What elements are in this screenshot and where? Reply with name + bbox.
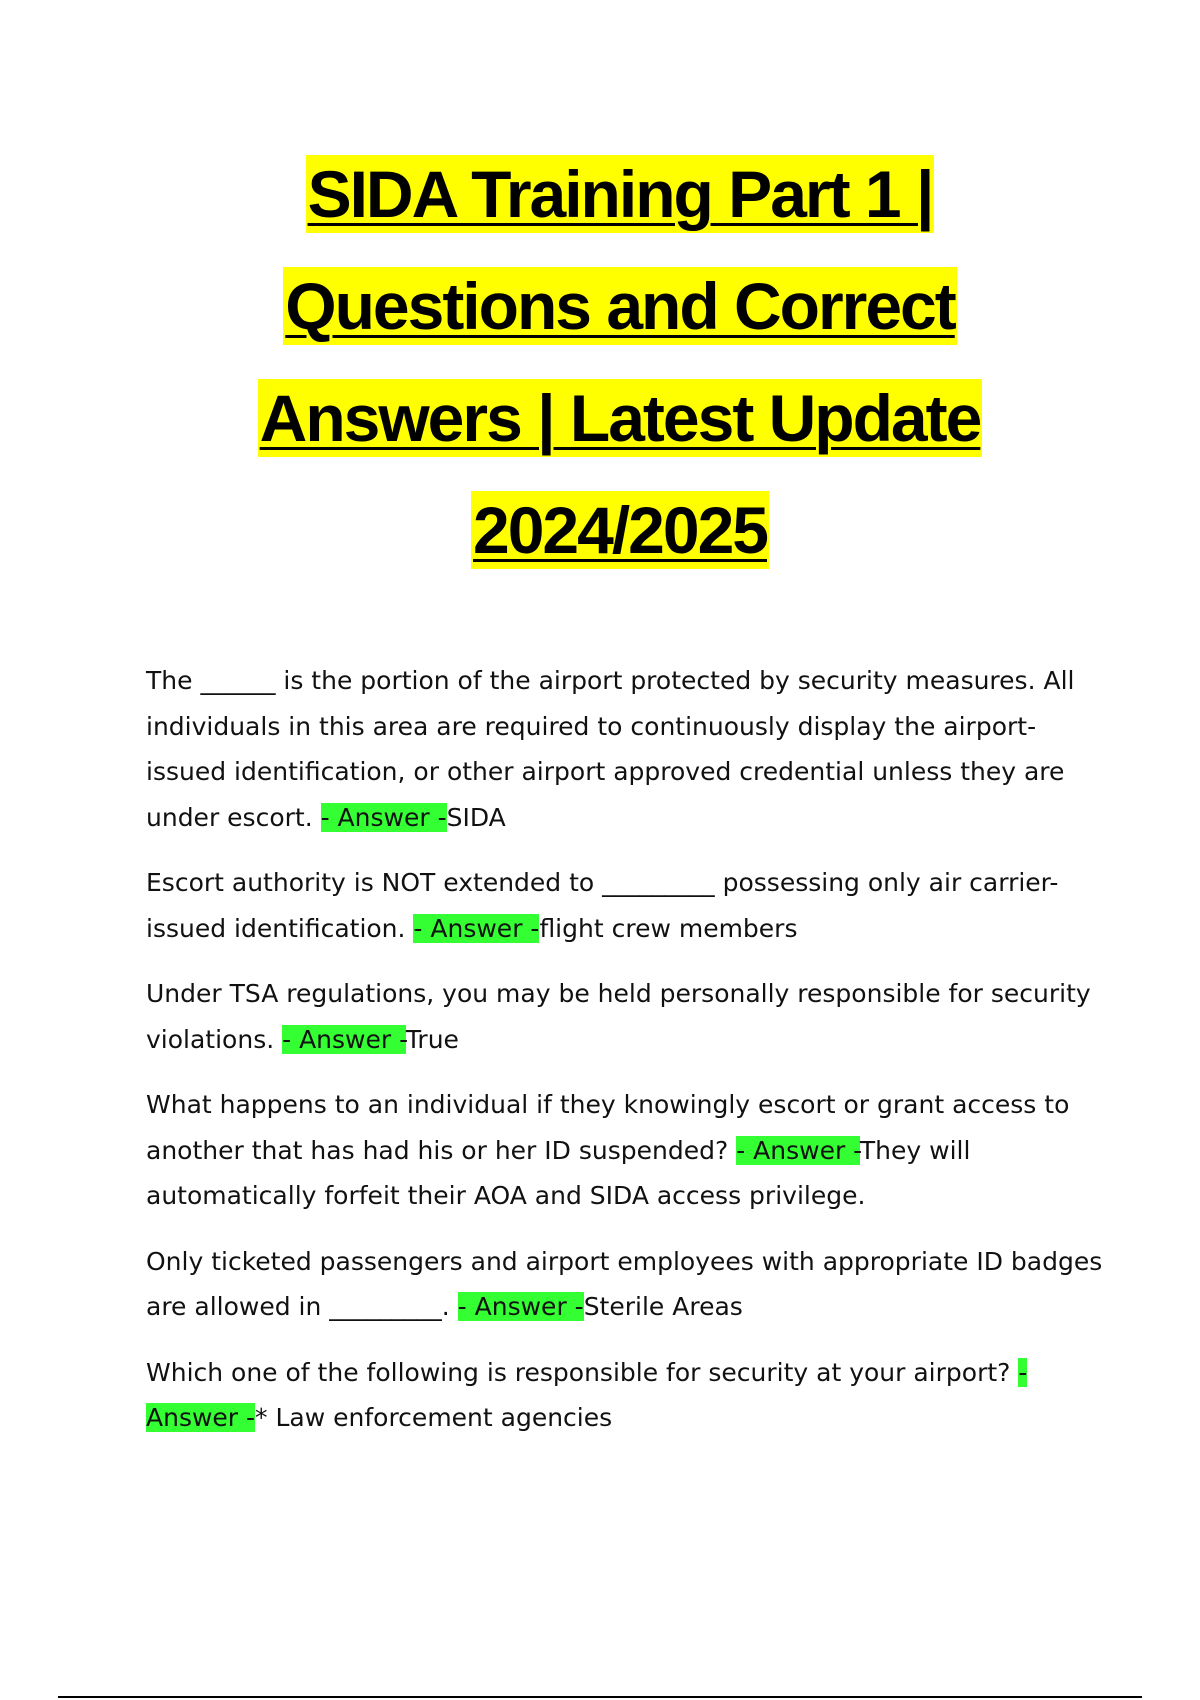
qa-item [146,971,1106,1062]
question-text: Escort authority is NOT extended to _________ possessing only air carrier-issued identification. [146,868,1059,943]
title-line [0,474,1200,586]
answer-text: True [405,1024,459,1054]
footer-divider [58,1696,1142,1698]
title-line [0,362,1200,474]
qa-item [146,1350,1106,1441]
qa-list [146,658,1106,1461]
title-line-text: SIDA Training Part 1 | [307,157,933,231]
answer-text: SIDA [446,802,506,832]
title-line-text: 2024/2025 [473,493,767,567]
title-line [0,138,1200,250]
question-text: Under TSA regulations, you may be held personally responsible for security violations. [146,979,1091,1054]
answer-label: - Answer - [282,1024,406,1054]
title-line-text: Questions and Correct [285,269,955,343]
title-line-text: Answers | Latest Update [259,381,981,455]
answer-label: - Answer - [320,802,447,832]
answer-label: - Answer - [146,1357,1028,1432]
title-line [0,250,1200,362]
answer-text: Sterile Areas [583,1292,743,1321]
question-text: Only ticketed passengers and airport employees with appropriate ID badges are allowed in _________. [146,1246,1103,1321]
answer-label: - Answer - [457,1292,584,1321]
qa-item [146,658,1106,840]
qa-item [146,1239,1106,1330]
question-text: What happens to an individual if they knowingly escort or grant access to another that has had his or her ID suspended? [146,1090,1070,1165]
document-title [0,138,1200,586]
question-text: The ______ is the portion of the airport protected by security measures. All individuals in this area are required to continuously display the airport-issued identification, or other airport approved credential unless they are under escort. [146,666,1075,832]
answer-label: - Answer - [413,913,540,943]
answer-text: * Law enforcement agencies [255,1403,613,1432]
qa-item [146,860,1106,951]
answer-label: - Answer - [736,1135,860,1165]
qa-item [146,1082,1106,1219]
question-text: Which one of the following is responsible for security at your airport? [146,1357,1019,1387]
answer-text: flight crew members [539,913,798,943]
answer-text: They will automatically forfeit their AOA and SIDA access privilege. [146,1135,971,1210]
